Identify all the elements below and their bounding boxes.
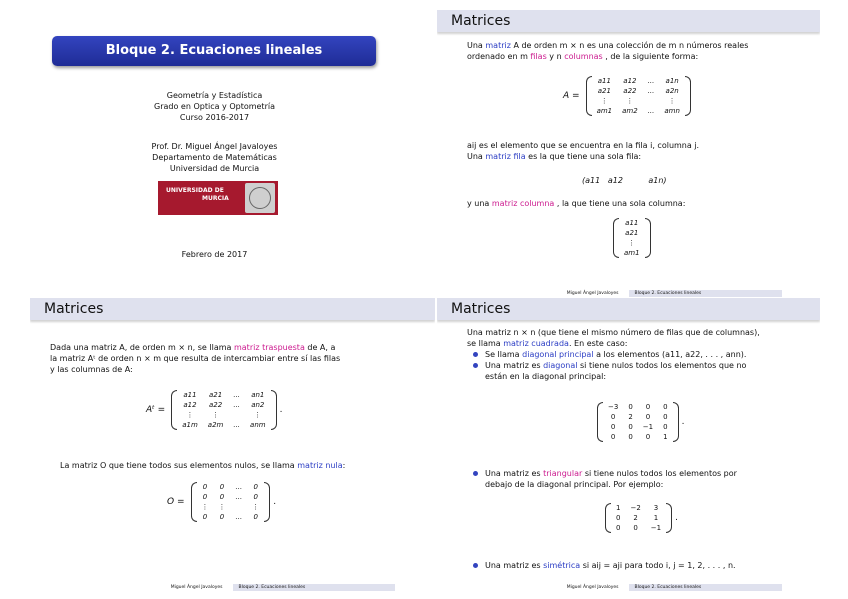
- matrix-entry: amn: [664, 107, 680, 115]
- matrix-entry: ...: [235, 493, 243, 501]
- transpose-formula: Aᵗ = a11 a21 ... an1 a12 a22 ... an2 ⋮ ⋮ ⋮ a1m a2m ... anm .: [146, 391, 283, 429]
- matrix-entry: 0: [645, 403, 651, 411]
- column-paragraph: y una matriz columna , la que tiene una sola columna:: [467, 199, 686, 208]
- matrix-entry: ⋮: [201, 503, 209, 511]
- term-link: triangular: [543, 469, 583, 478]
- matrix-entry: ⋮: [254, 411, 262, 419]
- matrix-entry: 0: [202, 483, 208, 491]
- author-line: Departamento de Matemáticas: [152, 153, 277, 162]
- matrix-entry: a12: [623, 77, 637, 85]
- matrix-entry: 1: [663, 433, 668, 441]
- matrix-entry: an1: [251, 391, 265, 399]
- matrix-entry: 1: [653, 514, 659, 522]
- matrix-entry: ...: [233, 421, 241, 429]
- matrix-entry: a1n: [665, 77, 679, 85]
- matrix-entry: 0: [219, 483, 225, 491]
- matrix-entry: ...: [647, 77, 655, 85]
- matrix-entry: 0: [628, 403, 633, 411]
- matrix-entry: ⋮: [252, 503, 260, 511]
- term-link: diagonal principal: [522, 350, 594, 359]
- row-matrix: (a11 a12 a1n): [582, 176, 667, 185]
- term-link: matriz columna: [491, 199, 555, 208]
- matrix-entry: ...: [235, 513, 243, 521]
- matrix-entry: am1: [624, 249, 640, 257]
- matrix-entry: 0: [628, 433, 633, 441]
- slide-square-matrices: [437, 298, 820, 593]
- matrix-entry: anm: [250, 421, 266, 429]
- matrix-entry: ...: [233, 401, 241, 409]
- matrix-entry: −1: [650, 524, 662, 532]
- matrix-entry: ⋮: [626, 97, 634, 105]
- matrix-entry: 3: [653, 504, 659, 512]
- matrix-entry: 0: [628, 423, 633, 431]
- matrix-a: [586, 76, 691, 116]
- matrix-entry: 2: [633, 514, 638, 522]
- term-link: matriz traspuesta: [233, 343, 305, 352]
- matrix-entry: 0: [219, 513, 225, 521]
- null-matrix-formula: O = 0 0 ... 0 0 0 ... 0 ⋮ ⋮ ⋮ 0 0 ... 0 .: [167, 483, 277, 521]
- university-seal-icon: [245, 183, 275, 213]
- matrix-entry: 0: [202, 513, 208, 521]
- matrix-entry: a1m: [182, 421, 198, 429]
- matrix-entry: 0: [253, 513, 258, 521]
- matrix-entry: ⋮: [668, 97, 676, 105]
- matrix-entry: 2: [628, 413, 633, 421]
- matrix-entry: 0: [202, 493, 208, 501]
- matrix-entry: 0: [633, 524, 638, 532]
- matrix-entry: ...: [647, 107, 655, 115]
- term-link: columnas: [564, 52, 603, 61]
- matrix-entry: [231, 502, 248, 512]
- matrix-entry: ⋮: [186, 411, 194, 419]
- matrix-entry: an2: [251, 401, 265, 409]
- slide-header: Matrices: [437, 298, 820, 320]
- matrix-entry: 0: [645, 433, 651, 441]
- bullet-item: Una matriz es diagonal si tiene nulos todos los elementos que no están en la diagonal principal:: [467, 360, 812, 382]
- matrix-entry: am1: [596, 107, 613, 115]
- bullet-item: Una matriz es simétrica si aij = aji para todo i, j = 1, 2, . . . , n.: [467, 560, 812, 571]
- matrix-entry: 0: [663, 423, 668, 431]
- matrix-a-formula: A = a11 a12 ... a1n a21 a22 ... a2n ⋮ ⋮ ⋮ am1 am2 ... amn: [563, 76, 691, 116]
- symmetric-paragraph: [467, 560, 812, 571]
- definition-paragraph: Una matriz A de orden m × n es una colección de m n números reales ordenado en m filas y n columnas , de la siguiente forma:: [467, 41, 749, 61]
- matrix-entry: 0: [610, 413, 616, 421]
- matrix-entry: ⋮: [212, 411, 220, 419]
- matrix-entry: a12: [183, 401, 197, 409]
- slide-footer: Miguel Ángel Javaloyes Bloque 2. Ecuaciones lineales: [30, 584, 435, 591]
- slide-matrices-definition: [437, 10, 820, 299]
- course-line: Geometría y Estadística: [166, 91, 263, 100]
- logo-text: UNIVERSIDAD DE: [166, 187, 224, 194]
- matrix-entry: ⋮: [218, 503, 226, 511]
- matrix-entry: [228, 410, 245, 420]
- term-link: matriz: [485, 41, 511, 50]
- matrix-entry: a2m: [207, 421, 224, 429]
- term-link: diagonal: [543, 361, 578, 370]
- matrix-entry: a21: [625, 229, 639, 237]
- matrix-entry: −2: [630, 504, 641, 512]
- matrix-entry: −1: [642, 423, 654, 431]
- author-line: Universidad de Murcia: [169, 164, 260, 173]
- slide-footer: Miguel Ángel Javaloyes Bloque 2. Ecuaciones lineales: [437, 584, 820, 591]
- bullet-item: Una matriz es triangular si tiene nulos todos los elementos por debajo de la diagonal principal. Por ejemplo:: [467, 468, 812, 490]
- null-matrix-paragraph: La matriz O que tiene todos sus elementos nulos, se llama matriz nula:: [60, 461, 346, 470]
- matrix-entry: ...: [235, 483, 243, 491]
- matrix-entry: ...: [233, 391, 241, 399]
- term-link: matriz fila: [485, 152, 526, 161]
- author-line: Prof. Dr. Miguel Ángel Javaloyes: [151, 142, 278, 151]
- matrix-entry: a11: [183, 391, 197, 399]
- element-paragraph: aij es el elemento que se encuentra en la fila i, columna j. Una matriz fila es la que tiene una sola fila:: [467, 141, 700, 161]
- presentation-date: Febrero de 2017: [181, 250, 248, 259]
- term-link: matriz cuadrada: [503, 339, 569, 348]
- triangular-paragraph: [467, 468, 812, 490]
- matrix-entry: am2: [622, 107, 638, 115]
- matrix-entry: 0: [645, 413, 651, 421]
- matrix-entry: a11: [625, 219, 639, 227]
- matrix-entry: 0: [610, 433, 616, 441]
- matrix-entry: a21: [597, 87, 611, 95]
- author-info: [8, 141, 421, 174]
- term-link: simétrica: [543, 561, 581, 570]
- matrix-entry: a22: [623, 87, 637, 95]
- square-paragraph: Una matriz n × n (que tiene el mismo número de filas que de columnas), se llama matriz cuadrada. En este caso: Se llama diagonal principal a los elementos (a11, a22, . . . , ann). Una matriz es diagonal si tiene nulos todos los elementos que no están en la diagonal principal:: [467, 327, 812, 382]
- matrix-entry: 0: [616, 524, 621, 532]
- course-line: Grado en Optica y Optometría: [154, 102, 275, 111]
- bullet-item: Se llama diagonal principal a los elementos (a11, a22, . . . , ann).: [467, 349, 812, 360]
- slide-transpose: [30, 298, 435, 593]
- presentation-title: Bloque 2. Ecuaciones lineales: [52, 36, 376, 66]
- matrix-entry: 0: [253, 493, 258, 501]
- triangular-example: 1 −2 3 0 2 1 0 0 −1 .: [605, 503, 678, 533]
- matrix-entry: a21: [208, 391, 223, 399]
- matrix-entry: 0: [663, 413, 668, 421]
- term-link: matriz nula: [297, 461, 343, 470]
- course-line: Curso 2016-2017: [179, 113, 250, 122]
- course-info: [8, 90, 421, 123]
- matrix-entry: a2n: [665, 87, 679, 95]
- university-logo: [158, 181, 278, 215]
- slide-header: Matrices: [437, 10, 820, 32]
- matrix-entry: 0: [610, 423, 616, 431]
- term-link: filas: [530, 52, 547, 61]
- transpose-paragraph: Dada una matriz A, de orden m × n, se llama matriz traspuesta de A, a la matriz Aᵗ de orden n × m que resulta de intercambiar entre sí las filas y las columnas de A:: [50, 343, 341, 374]
- matrix-entry: −3: [608, 403, 619, 411]
- slide-footer: Miguel Ángel Javaloyes Bloque 2. Ecuaciones lineales: [437, 290, 820, 297]
- matrix-entry: a11: [597, 77, 611, 85]
- column-matrix: [613, 218, 651, 258]
- matrix-entry: [643, 96, 660, 106]
- matrix-entry: 0: [616, 514, 621, 522]
- matrix-entry: 0: [219, 493, 225, 501]
- matrix-entry: 0: [663, 403, 668, 411]
- matrix-entry: 1: [616, 504, 621, 512]
- matrix-entry: a22: [208, 401, 223, 409]
- diagonal-example: −3 0 0 0 0 2 0 0 0 0 −1 0 0 0 0 1 .: [597, 402, 684, 442]
- matrix-entry: ...: [647, 87, 655, 95]
- logo-text: MURCIA: [202, 195, 229, 202]
- matrix-entry: ⋮: [600, 97, 608, 105]
- title-slide: [8, 10, 421, 293]
- matrix-entry: 0: [253, 483, 258, 491]
- matrix-entry: ⋮: [628, 239, 636, 247]
- slide-header: Matrices: [30, 298, 435, 320]
